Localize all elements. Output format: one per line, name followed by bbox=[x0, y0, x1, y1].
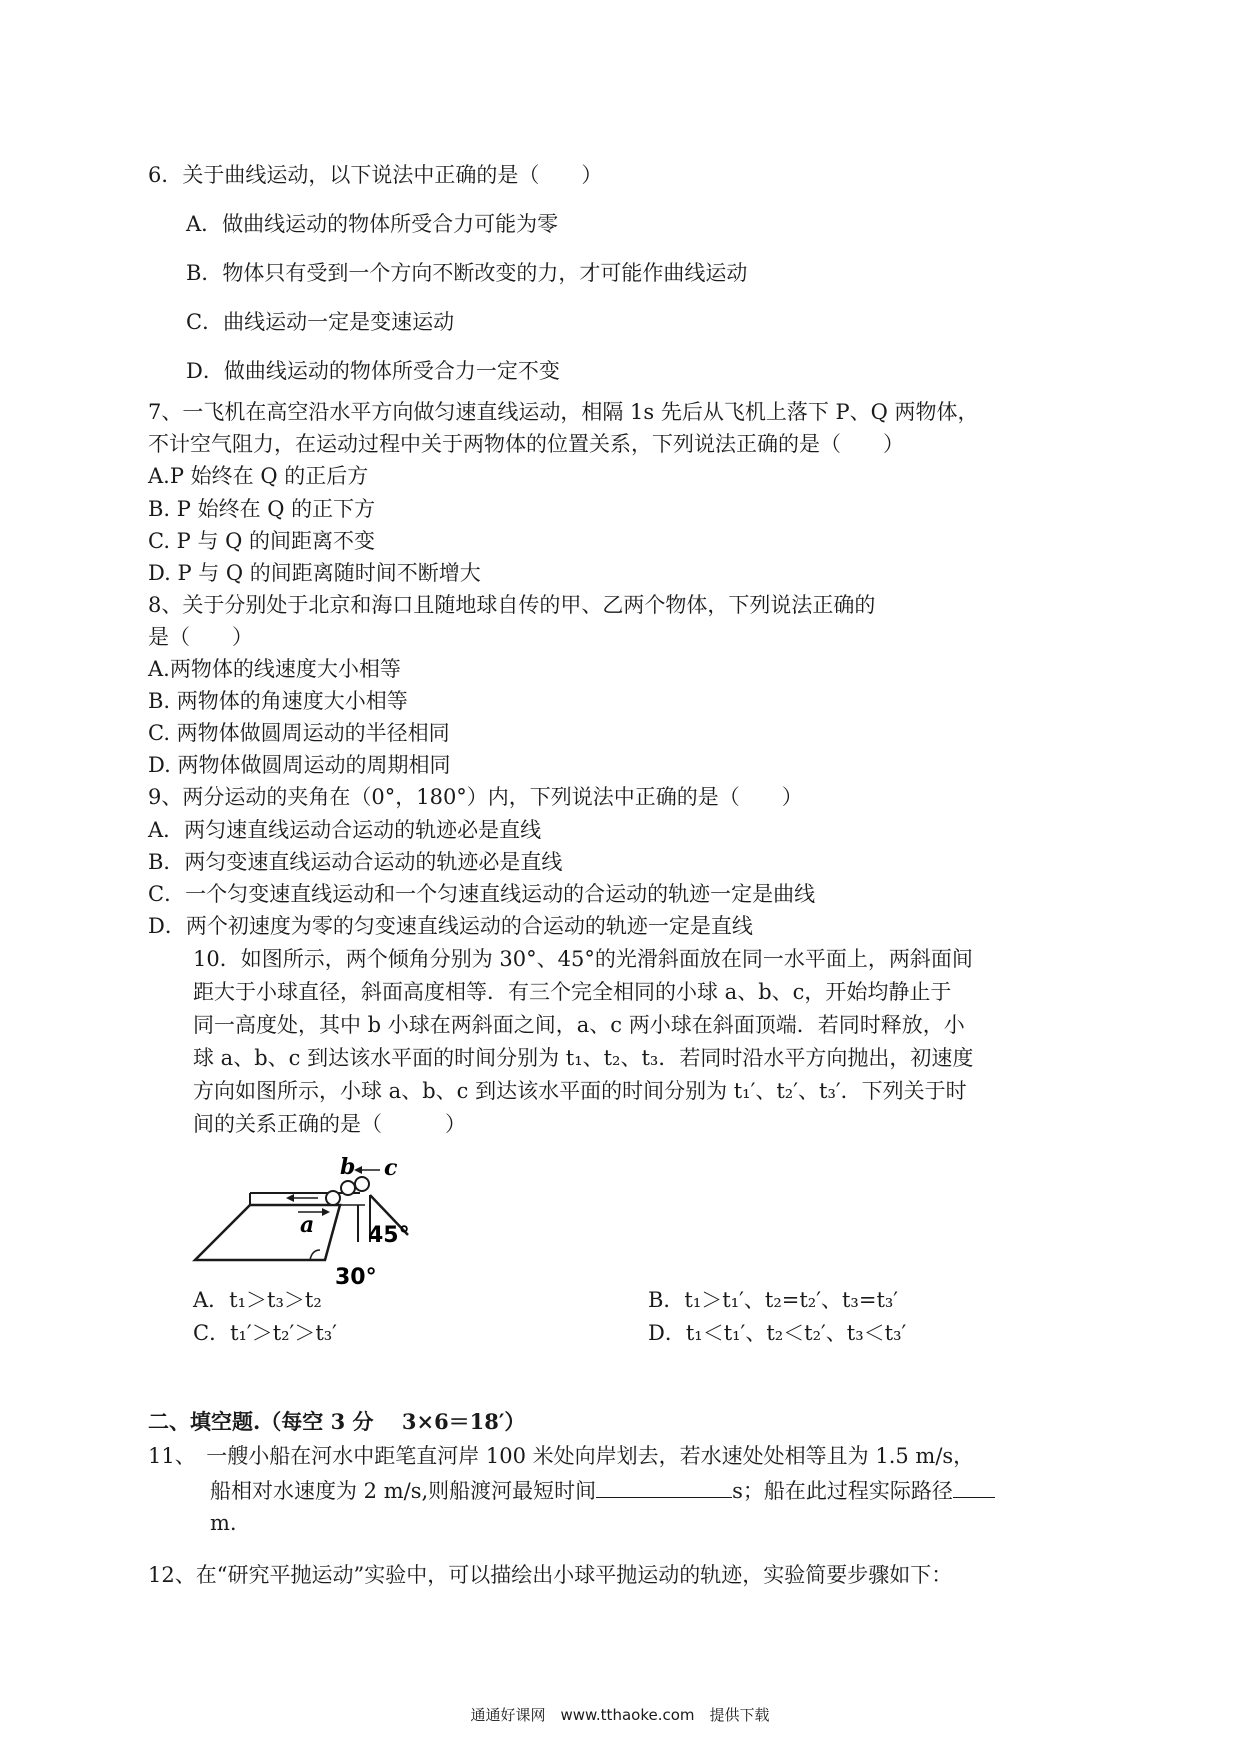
ball-c bbox=[355, 1177, 369, 1191]
q6-option-c: C．曲线运动一定是变速运动 bbox=[186, 310, 455, 334]
q7-option-d: D. P 与 Q 的间距离随时间不断增大 bbox=[148, 561, 481, 585]
q7-option-a: A.P 始终在 Q 的正后方 bbox=[148, 464, 369, 488]
q10-option-c: C．t₁′＞t₂′＞t₃′ bbox=[193, 1321, 337, 1345]
incline-figure bbox=[190, 1150, 450, 1300]
q9-option-b: B．两匀变速直线运动合运动的轨迹必是直线 bbox=[148, 850, 563, 874]
ball-a bbox=[326, 1191, 340, 1205]
section2-title: 二、填空题.（每空 3 分 3×6＝18′） bbox=[148, 1409, 526, 1434]
footer-credit: 通通好课网 www.tthaoke.com 提供下载 bbox=[470, 1706, 770, 1724]
q12-stem: 12、在“研究平抛运动”实验中，可以描绘出小球平抛运动的轨迹，实验简要步骤如下： bbox=[148, 1563, 953, 1587]
q9-option-a: A．两匀速直线运动合运动的轨迹必是直线 bbox=[148, 818, 542, 842]
angle-45-label: 45° bbox=[368, 1223, 410, 1248]
ball-a-label: a bbox=[300, 1212, 315, 1238]
q8-option-a: A.两物体的线速度大小相等 bbox=[148, 657, 401, 681]
q10-stem-line3: 同一高度处，其中 b 小球在两斜面之间，a、c 两小球在斜面顶端．若同时释放，小 bbox=[193, 1013, 965, 1037]
q10-stem-line4: 球 a、b、c 到达该水平面的时间分别为 t₁、t₂、t₃．若同时沿水平方向抛出，初速度 bbox=[193, 1046, 974, 1070]
q11-blank-time[interactable] bbox=[596, 1475, 732, 1498]
ball-b-label: b bbox=[340, 1154, 356, 1180]
ball-c-label: c bbox=[384, 1155, 398, 1181]
q11-line2-a: 船相对水速度为 2 m/s,则船渡河最短时间 bbox=[210, 1479, 597, 1503]
q8-stem-line2: 是（ ） bbox=[148, 625, 253, 649]
q10-stem-line5: 方向如图所示，小球 a、b、c 到达该水平面的时间分别为 t₁′、t₂′、t₃′．下列关于时 bbox=[193, 1079, 967, 1103]
q9-option-d: D．两个初速度为零的匀变速直线运动的合运动的轨迹一定是直线 bbox=[148, 914, 753, 938]
q8-option-c: C. 两物体做圆周运动的半径相同 bbox=[148, 721, 450, 745]
left-incline bbox=[195, 1205, 340, 1260]
q8-option-d: D. 两物体做圆周运动的周期相同 bbox=[148, 753, 451, 777]
q10-stem-line1: 10．如图所示，两个倾角分别为 30°、45°的光滑斜面放在同一水平面上，两斜面间 bbox=[193, 947, 973, 971]
q10-stem-line2: 距大于小球直径，斜面高度相等．有三个完全相同的小球 a、b、c，开始均静止于 bbox=[193, 980, 952, 1004]
q7-option-c: C. P 与 Q 的间距离不变 bbox=[148, 529, 376, 553]
q7-stem-line2: 不计空气阻力，在运动过程中关于两物体的位置关系，下列说法正确的是（ ） bbox=[148, 432, 904, 456]
q7-stem-line1: 7、一飞机在高空沿水平方向做匀速直线运动，相隔 1s 先后从飞机上落下 P、Q 两物体， bbox=[148, 400, 979, 424]
q6-option-a: A．做曲线运动的物体所受合力可能为零 bbox=[186, 212, 559, 236]
ball-b bbox=[341, 1181, 355, 1195]
q7-option-b: B. P 始终在 Q 的正下方 bbox=[148, 497, 376, 521]
q10-option-d: D．t₁＜t₁′、t₂＜t₂′、t₃＜t₃′ bbox=[648, 1321, 907, 1345]
q6-option-d: D．做曲线运动的物体所受合力一定不变 bbox=[186, 359, 560, 383]
q9-stem: 9、两分运动的夹角在（0°，180°）内，下列说法中正确的是（ ） bbox=[148, 785, 803, 809]
q11-line1: 11、 一艘小船在河水中距笔直河岸 100 米处向岸划去，若水速处处相等且为 1.5 m/s， bbox=[148, 1444, 975, 1468]
q10-option-a: A．t₁＞t₃＞t₂ bbox=[193, 1288, 322, 1312]
q11-line3: m. bbox=[210, 1511, 237, 1535]
q6-stem: 6．关于曲线运动，以下说法中正确的是（ ） bbox=[148, 163, 603, 187]
q11-blank-path[interactable] bbox=[953, 1475, 995, 1498]
q8-option-b: B. 两物体的角速度大小相等 bbox=[148, 689, 408, 713]
angle-30-label: 30° bbox=[335, 1265, 377, 1290]
q6-option-b: B．物体只有受到一个方向不断改变的力，才可能作曲线运动 bbox=[186, 261, 748, 285]
q11-line2 bbox=[210, 1475, 995, 1506]
q9-option-c: C．一个匀变速直线运动和一个匀速直线运动的合运动的轨迹一定是曲线 bbox=[148, 882, 816, 906]
q11-line2-b: s；船在此过程实际路径 bbox=[732, 1479, 953, 1503]
q10-stem-line6: 间的关系正确的是（ ） bbox=[193, 1112, 466, 1136]
q8-stem-line1: 8、关于分别处于北京和海口且随地球自传的甲、乙两个物体，下列说法正确的 bbox=[148, 593, 876, 617]
q10-option-b: B．t₁＞t₁′、t₂=t₂′、t₃=t₃′ bbox=[648, 1288, 899, 1312]
